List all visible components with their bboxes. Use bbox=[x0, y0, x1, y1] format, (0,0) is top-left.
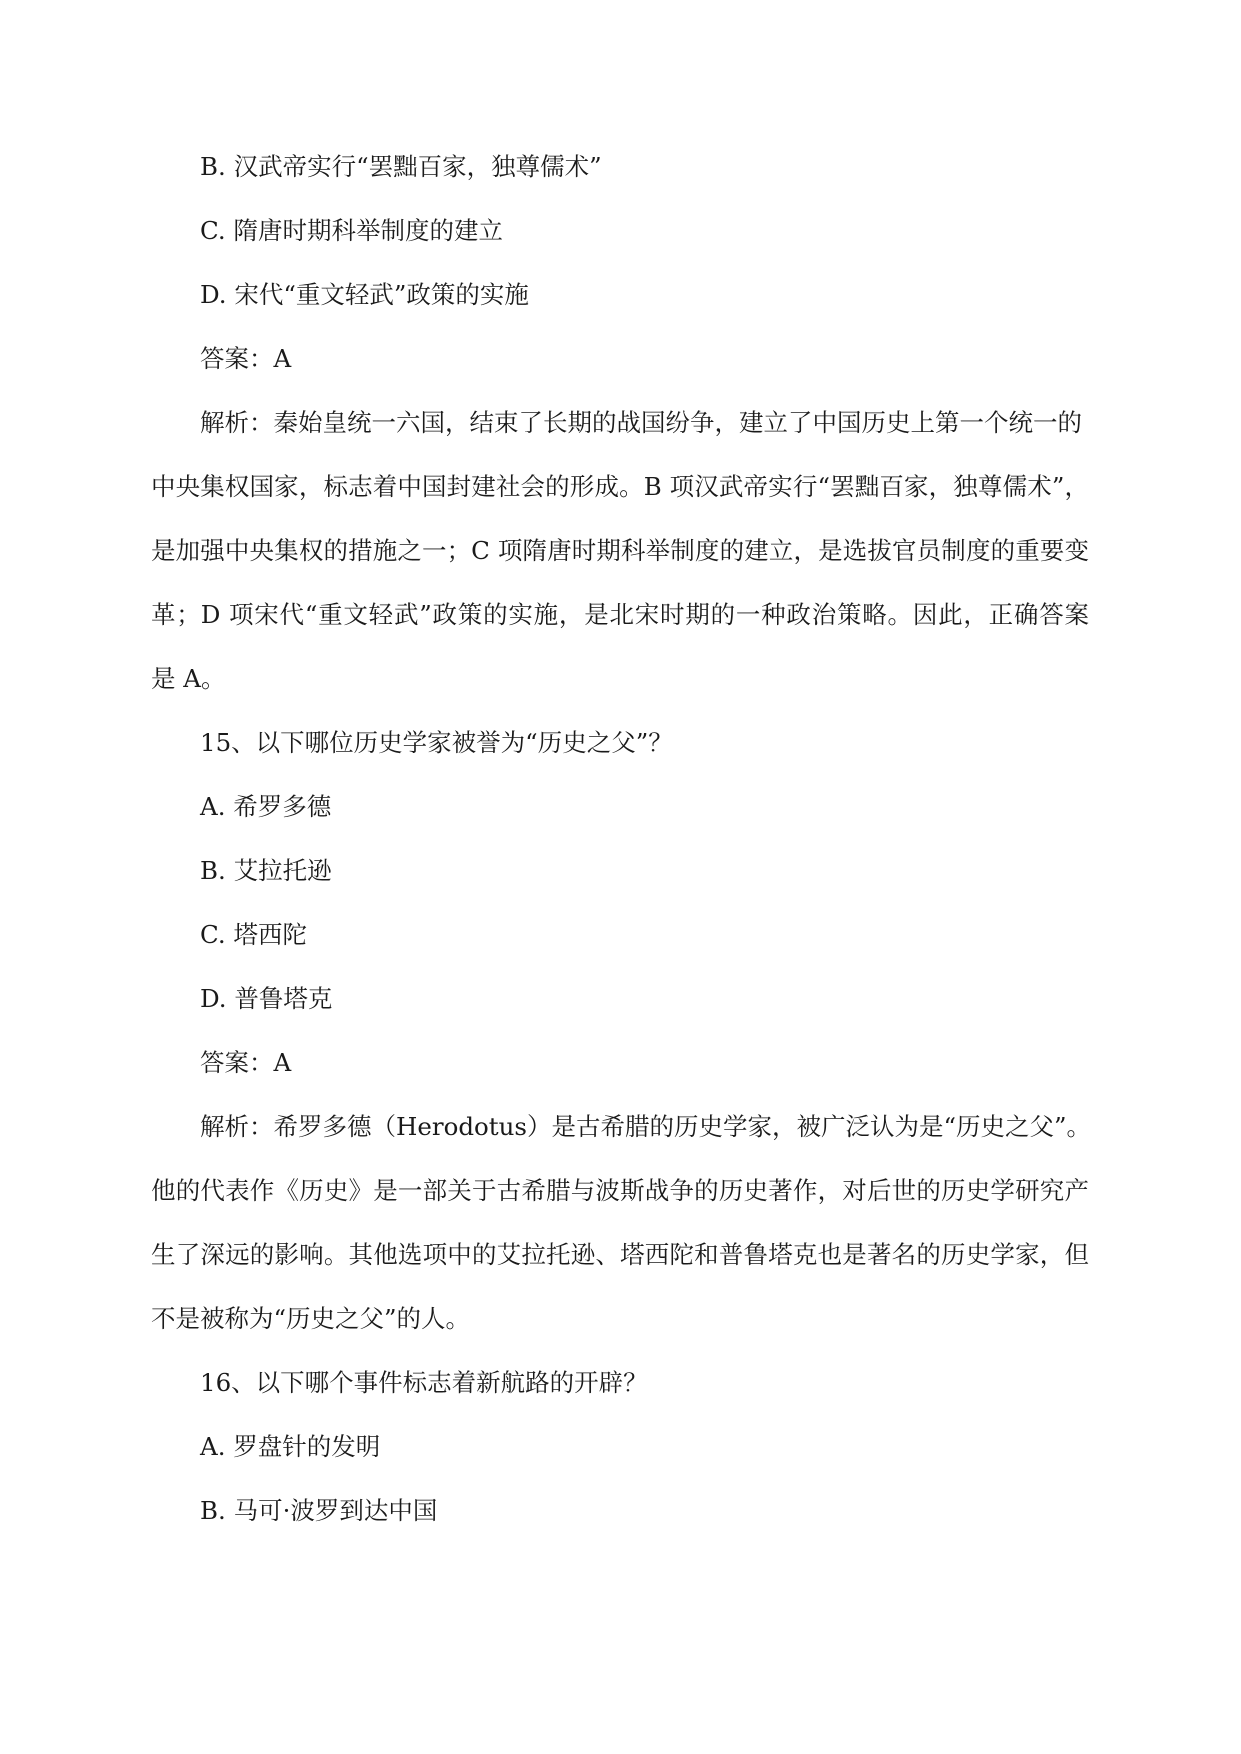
explanation-line: 解析：秦始皇统一六国，结束了长期的战国纷争，建立了中国历史上第一个统一的 bbox=[200, 408, 1082, 437]
answer-line: 答案：A bbox=[200, 344, 292, 373]
explanation-line: 是 A。 bbox=[151, 664, 226, 693]
option-b-line: B. 马可·波罗到达中国 bbox=[200, 1496, 438, 1525]
explanation-line: 是加强中央集权的措施之一；C 项隋唐时期科举制度的建立，是选拔官员制度的重要变 bbox=[151, 536, 1089, 565]
question-15: 15、以下哪位历史学家被誉为“历史之父”？ bbox=[200, 728, 673, 757]
option-b-line: B. 艾拉托逊 bbox=[200, 856, 332, 885]
option-a-line: A. 希罗多德 bbox=[200, 792, 332, 821]
explanation-line: 革；D 项宋代“重文轻武”政策的实施，是北宋时期的一种政治策略。因此，正确答案 bbox=[151, 600, 1089, 629]
option-d-line: D. 普鲁塔克 bbox=[200, 984, 333, 1013]
option-c-line: C. 隋唐时期科举制度的建立 bbox=[200, 216, 503, 245]
explanation-line: 解析：希罗多德（Herodotus）是古希腊的历史学家，被广泛认为是“历史之父”。 bbox=[200, 1112, 1092, 1141]
option-b-line: B. 汉武帝实行“罢黜百家，独尊儒术” bbox=[200, 152, 602, 181]
option-d-line: D. 宋代“重文轻武”政策的实施 bbox=[200, 280, 529, 309]
explanation-line: 不是被称为“历史之父”的人。 bbox=[151, 1304, 471, 1333]
explanation-line: 他的代表作《历史》是一部关于古希腊与波斯战争的历史著作，对后世的历史学研究产 bbox=[151, 1176, 1089, 1205]
option-c-line: C. 塔西陀 bbox=[200, 920, 307, 949]
question-16: 16、以下哪个事件标志着新航路的开辟？ bbox=[200, 1368, 648, 1397]
explanation-line: 中央集权国家，标志着中国封建社会的形成。B 项汉武帝实行“罢黜百家，独尊儒术”， bbox=[151, 472, 1089, 501]
explanation-line: 生了深远的影响。其他选项中的艾拉托逊、塔西陀和普鲁塔克也是著名的历史学家，但 bbox=[151, 1240, 1089, 1269]
answer-line: 答案：A bbox=[200, 1048, 292, 1077]
option-a-line: A. 罗盘针的发明 bbox=[200, 1432, 381, 1461]
